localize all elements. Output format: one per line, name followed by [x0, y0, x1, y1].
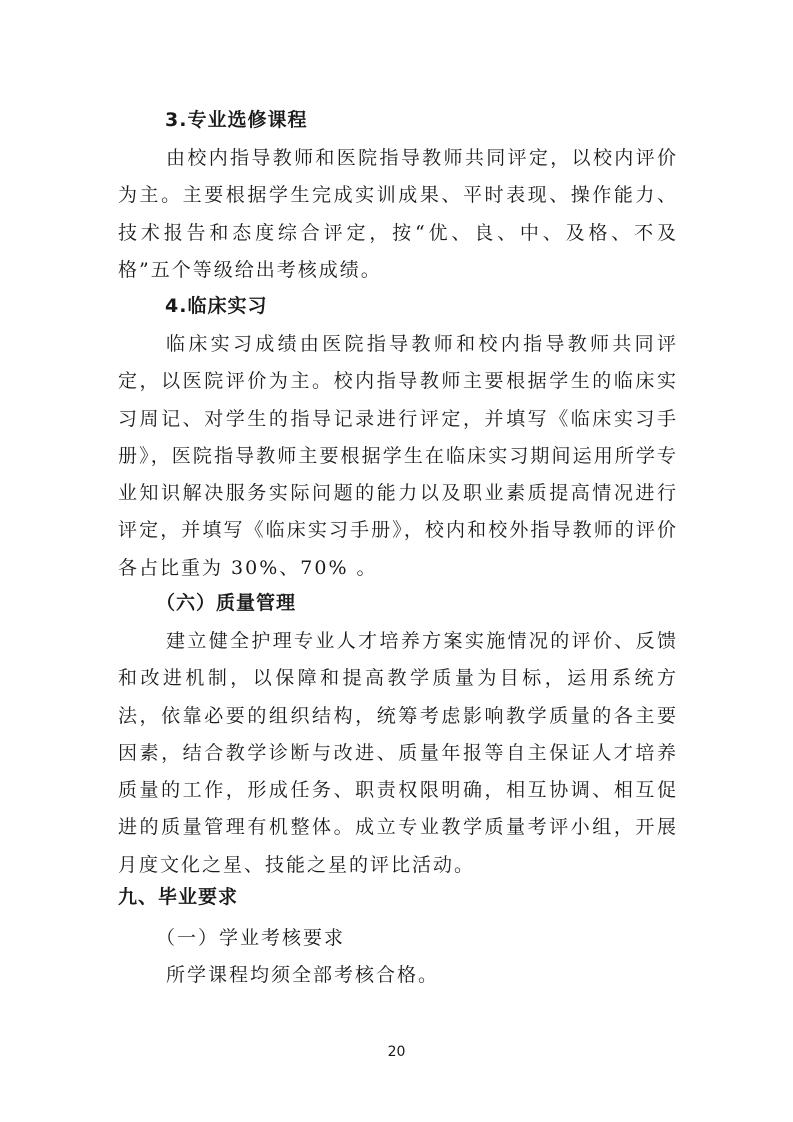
section-title-graduation-requirements: 九、毕业要求 — [118, 886, 239, 908]
paragraph-elective-courses: 由校内指导教师和医院指导教师共同评定，以校内评价为主。主要根据学生完成实训成果、平时表现、操作能力、技术报告和态度综合评定，按“优、良、中、及格、不及格”五个等级给出考核成绩。 — [118, 147, 678, 281]
section-title-quality-management: （六）质量管理 — [156, 592, 297, 614]
paragraph-clinical-internship: 临床实习成绩由医院指导教师和校内指导教师共同评定，以医院评价为主。校内指导教师主要根据学生的临床实习周记、对学生的指导记录进行评定，并填写《临床实习手册》，医院指导教师主要根据学生在临床实习期间运用所学专业知识解决服务实际问题的能力以及职业素质提高情况进行评定，并填写《临床实习手册》，校内和校外指导教师的评价各占比重为 30%、70% 。 — [118, 333, 678, 579]
paragraph-quality-management: 建立健全护理专业人才培养方案实施情况的评价、反馈和改进机制，以保障和提高教学质量为目标，运用系统方法，依靠必要的组织结构，统筹考虑影响教学质量的各主要因素，结合教学诊断与改进、质量年报等自主保证人才培养质量的工作，形成任务、职责权限明确，相互协调、相互促进的质量管理有机整体。成立专业教学质量考评小组，开展月度文化之星、技能之星的评比活动。 — [118, 630, 678, 876]
section-title-clinical-internship: 4.临床实习 — [165, 295, 268, 317]
section-title-elective-courses: 3.专业选修课程 — [165, 109, 308, 131]
page-number: 20 — [387, 1044, 406, 1060]
subsection-title-academic-assessment: （一）学业考核要求 — [156, 927, 346, 949]
paragraph-academic-assessment: 所学课程均须全部考核合格。 — [166, 964, 440, 986]
